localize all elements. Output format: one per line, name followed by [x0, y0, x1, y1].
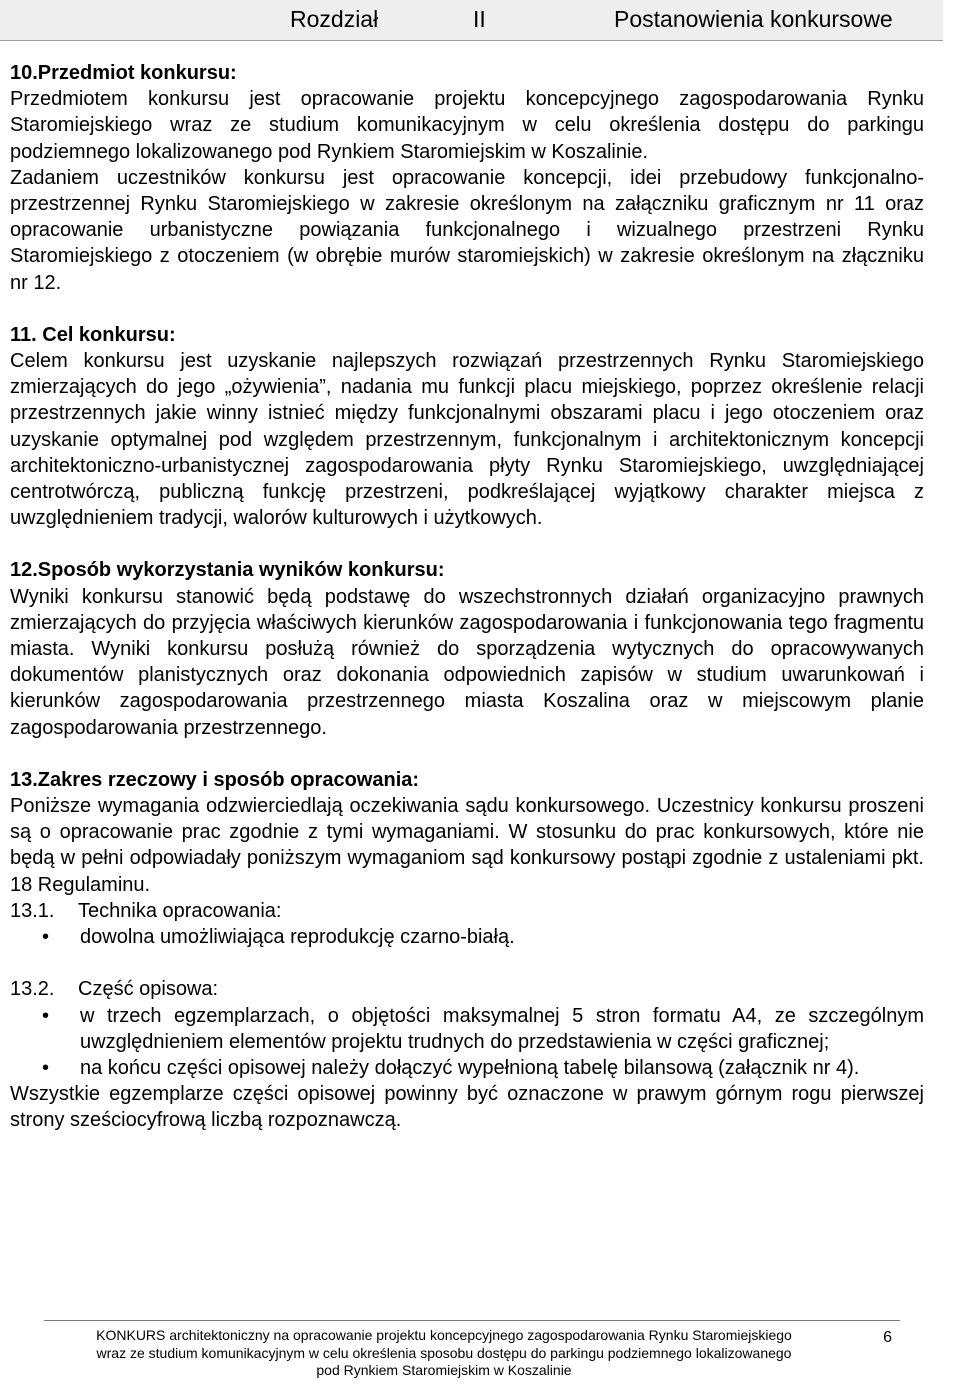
- section-11-paragraph-1: Celem konkursu jest uzyskanie najlepszych rozwiązań przestrzennych Rynku Staromiejskiego zmierzających do jego „ożywienia”, nadania mu funkcji placu miejskiego, poprzez określenie relacji przestrzennych jakie winny istnieć między funkcjonalnymi obszarami placu i jego otoczeniem oraz uzyskanie optymalnej pod względem przestrzennym, funkcjonalnym i architektonicznym koncepcji architektoniczno-urbanistycznej zagospodarowania płyty Rynku Staromiejskiego, uwzględniającej centrotwórczą, publiczną funkcję przestrzeni, podkreślającej wyjątkowy charakter miejsca z uwzględnieniem tradycji, walorów kulturowych i użytkowych.: [10, 350, 924, 530]
- list-item-text: na końcu części opisowej należy dołączyć wypełnioną tabelę bilansową (załącznik nr 4).: [80, 1056, 860, 1079]
- subsection-13-2-heading: [10, 976, 924, 1002]
- subsection-13-1-heading: [10, 898, 924, 924]
- section-13: [10, 767, 924, 1134]
- footer-text: [44, 1327, 844, 1380]
- section-11-title: 11. Cel konkursu:: [10, 323, 176, 346]
- subsection-13-1-title: Technika opracowania:: [78, 899, 282, 922]
- section-10-paragraph-2: Zadaniem uczestników konkursu jest opracowanie koncepcji, idei przebudowy funkcjonalno- przestrzennej Rynku Staromiejskiego w zakresie określonym na załączniku graficznym nr 11 oraz opracowanie urbanistyczne powiązania funkcjonalnego i wizualnego przestrzeni Rynku Staromiejskiego z otoczeniem (w obrębie murów staromiejskich) w zakresie określonym na złączniku nr 12.: [10, 166, 924, 294]
- section-12: [10, 557, 924, 740]
- section-13-title: 13.Zakres rzeczowy i sposób opracowania:: [10, 768, 420, 791]
- subsection-13-1-number: 13.1.: [10, 899, 55, 922]
- subsection-13-2-list: [10, 1003, 924, 1082]
- subsection-13-2-number: 13.2.: [10, 978, 55, 1001]
- chapter-title: Postanowienia konkursowe: [614, 6, 893, 32]
- section-10-paragraph-1: Przedmiotem konkursu jest opracowanie projektu koncepcyjnego zagospodarowania Rynku Staromiejskiego wraz ze studium komunikacyjnym w celu określenia dostępu do parkingu podziemnego lokalizowanego pod Rynkiem Staromiejskim w Koszalinie.: [10, 88, 924, 163]
- footer-line-1: KONKURS architektoniczny na opracowanie projektu koncepcyjnego zagospodarowania Rynku Staromiejskiego: [96, 1327, 792, 1343]
- page-header: [0, 0, 943, 41]
- list-item-text: w trzech egzemplarzach, o objętości maksymalnej 5 stron formatu A4, ze szczególnym uwzględnieniem elementów projektu trudnych do przedstawienia w części graficznej;: [80, 1004, 924, 1053]
- section-10: [10, 60, 924, 296]
- chapter-label: Rozdział: [290, 6, 379, 32]
- subsection-13-2-title: Część opisowa:: [78, 978, 219, 1001]
- footer-line-2: wraz ze studium komunikacyjnym w celu określenia sposobu dostępu do parkingu podziemnego lokalizowanego: [96, 1344, 792, 1361]
- bullet-icon: •: [42, 926, 50, 949]
- section-13-paragraph-1: Poniższe wymagania odzwierciedlają oczekiwania sądu konkursowego. Uczestnicy konkursu proszeni są o opracowanie prac zgodnie z tymi wymaganiami. W stosunku do prac konkursowych, które nie będą w pełni odpowiadały poniższym wymaganiom sąd konkursowy postąpi zgodnie z ustaleniami pkt. 18 Regulaminu.: [10, 795, 924, 896]
- section-11: [10, 322, 924, 532]
- subsection-13-1-list: [10, 924, 924, 950]
- bullet-icon: •: [42, 1004, 50, 1027]
- page-footer: [44, 1320, 900, 1378]
- footer-line-3: pod Rynkiem Staromiejskim w Koszalinie: [316, 1362, 572, 1378]
- bullet-icon: •: [42, 1056, 50, 1079]
- document-body: [10, 60, 924, 1134]
- chapter-number: II: [473, 6, 486, 32]
- section-10-title: 10.Przedmiot konkursu:: [10, 62, 237, 84]
- section-13-closing: Wszystkie egzemplarze części opisowej powinny być oznaczone w prawym górnym rogu pierwszej strony sześciocyfrową liczbą rozpoznawczą.: [10, 1083, 924, 1132]
- page-number: 6: [883, 1329, 892, 1346]
- list-item-text: dowolna umożliwiająca reprodukcję czarno-białą.: [80, 926, 515, 949]
- list-item: [10, 1055, 924, 1081]
- list-item: [10, 924, 924, 950]
- list-item: [10, 1003, 924, 1055]
- section-12-title: 12.Sposób wykorzystania wyników konkursu:: [10, 559, 445, 582]
- section-12-paragraph-1: Wyniki konkursu stanowić będą podstawę do wszechstronnych działań organizacyjno prawnych zmierzających do przyjęcia właściwych kierunków zagospodarowania i funkcjonowania tego fragmentu miasta. Wyniki konkursu posłużą również do sporządzenia wytycznych do opracowywanych dokumentów planistycznych oraz dokonania odpowiednich zapisów w studium uwarunkowań i kierunków zagospodarowania przestrzennego miasta Koszalina oraz w miejscowym planie zagospodarowania przestrzennego.: [10, 585, 924, 739]
